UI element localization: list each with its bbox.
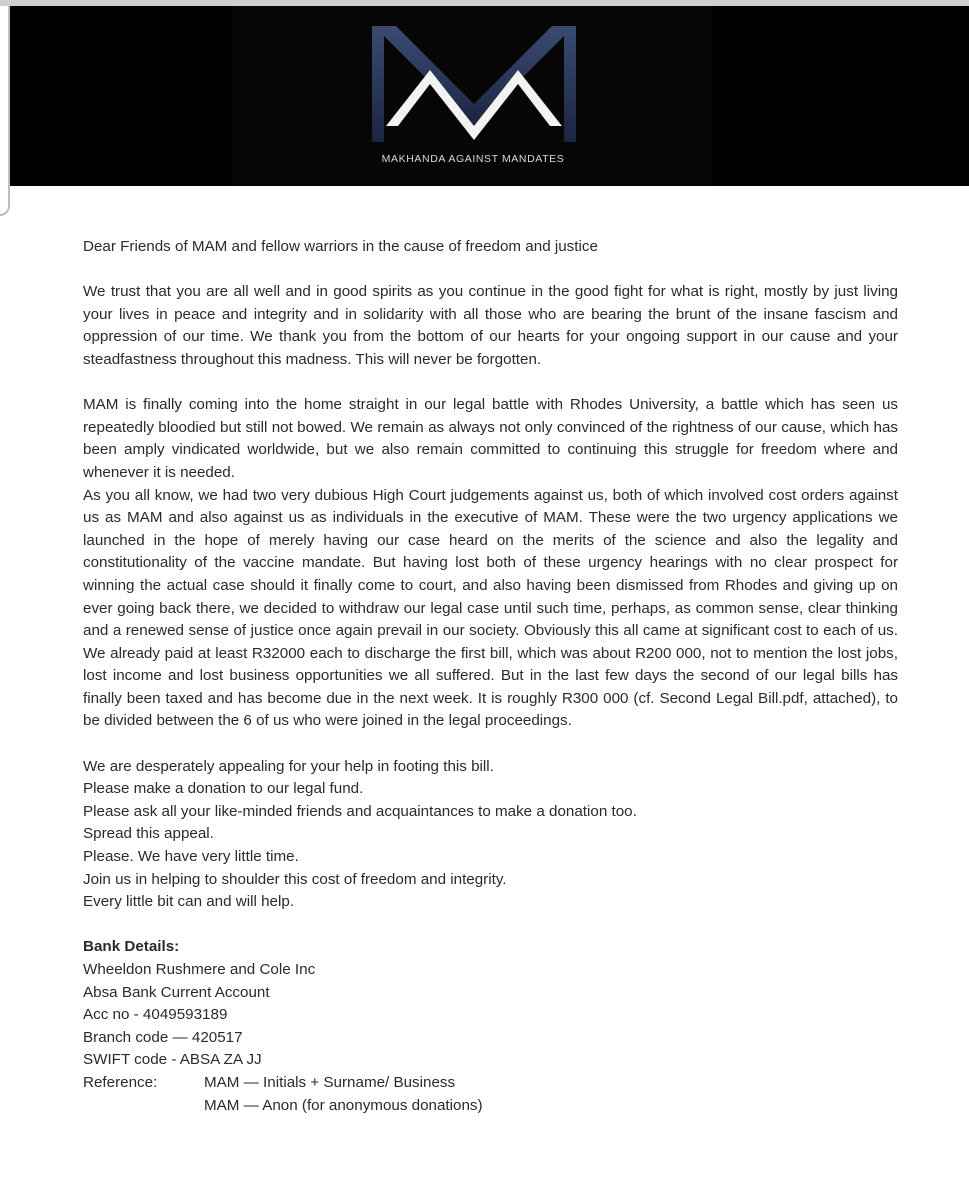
bank-details: [83, 936, 898, 1117]
bank-details-title: Bank Details:: [83, 938, 180, 956]
appeal-line: Spread this appeal.: [83, 825, 214, 843]
bank-account-name: Wheeldon Rushmere and Cole Inc: [83, 961, 316, 978]
appeal-line: Every little bit can and will help.: [83, 893, 295, 911]
appeal-line: Join us in helping to shoulder this cost of freedom and integrity.: [83, 870, 507, 888]
letter-body: [83, 236, 898, 1117]
paragraph-wellbeing: We trust that you are all well and in good spirits as you continue in the good fight for what is right, mostly by just living your lives in peace and integrity and in solidarity with all those who are bearing the brunt of the insane fascism and oppression of our time. We thank you from the bottom of our hearts for your ongoing support in our cause and your steadfastness throughout this madness. This will never be forgotten.: [83, 283, 898, 368]
reference-named: MAM — Initials + Surname/ Business: [204, 1073, 456, 1091]
appeal-line: Please. We have very little time.: [83, 848, 299, 866]
appeal-list: [83, 756, 898, 914]
reference-label: Reference:: [83, 1073, 158, 1091]
bank-branch-code: Branch code — 420517: [83, 1028, 243, 1046]
paragraph-court-history: As you all know, we had two very dubious High Court judgements against us, both of which involved cost orders against us as MAM and also against us as individuals in the executive of MAM. These were the two urgency applications we launched in the hope of merely having our case heard on the merits of the science and also the legality and constitutionality of the vaccine mandate. But having lost both of these urgency hearings with no clear prospect for winning the actual case should it finally come to court, and also having been dismissed from Rhodes and giving up on ever going back there, we decided to withdraw our legal case until such time, perhaps, as common sense, clear thinking and a renewed sense of justice once again prevail in our society. Obviously this all came at significant cost to each of us. We already paid at least R32000 each to discharge the first bill, which was about R200 000, not to mention the lost jobs, lost income and lost business opportunities we all suffered. But in the last few days the second of our legal bills has finally been taxed and has become due in the next week. It is roughly R300 000 (cf. Second Legal Bill.pdf, attached), to be divided between the 6 of us who were joined in the legal proceedings.: [83, 486, 898, 730]
reference-row: [83, 1072, 898, 1095]
salutation: Dear Friends of MAM and fellow warriors in the cause of freedom and justice: [83, 238, 598, 255]
bank-swift-code: SWIFT code - ABSA ZA JJ: [83, 1051, 262, 1069]
brand-name: MAKHANDA AGAINST MANDATES: [381, 153, 565, 165]
appeal-line: Please make a donation to our legal fund.: [83, 780, 364, 798]
mam-logo-icon: [372, 26, 576, 142]
reference-anonymous: MAM — Anon (for anonymous donations): [204, 1096, 483, 1114]
bank-account-number: Acc no - 4049593189: [83, 1006, 228, 1024]
page-edge: [0, 6, 10, 216]
bank-account-type: Absa Bank Current Account: [83, 983, 270, 1001]
appeal-line: We are desperately appealing for your help in footing this bill.: [83, 757, 494, 775]
paragraph-legal-battle: MAM is finally coming into the home straight in our legal battle with Rhodes University, a battle which has seen us repeatedly bloodied but still not bowed. We remain as always not only convinced of the rightness of our cause, which has been amply vindicated worldwide, but we also remain committed to continuing this struggle for freedom where and whenever it is needed.: [83, 396, 898, 481]
appeal-line: Please ask all your like-minded friends and acquaintances to make a donation too.: [83, 802, 637, 820]
